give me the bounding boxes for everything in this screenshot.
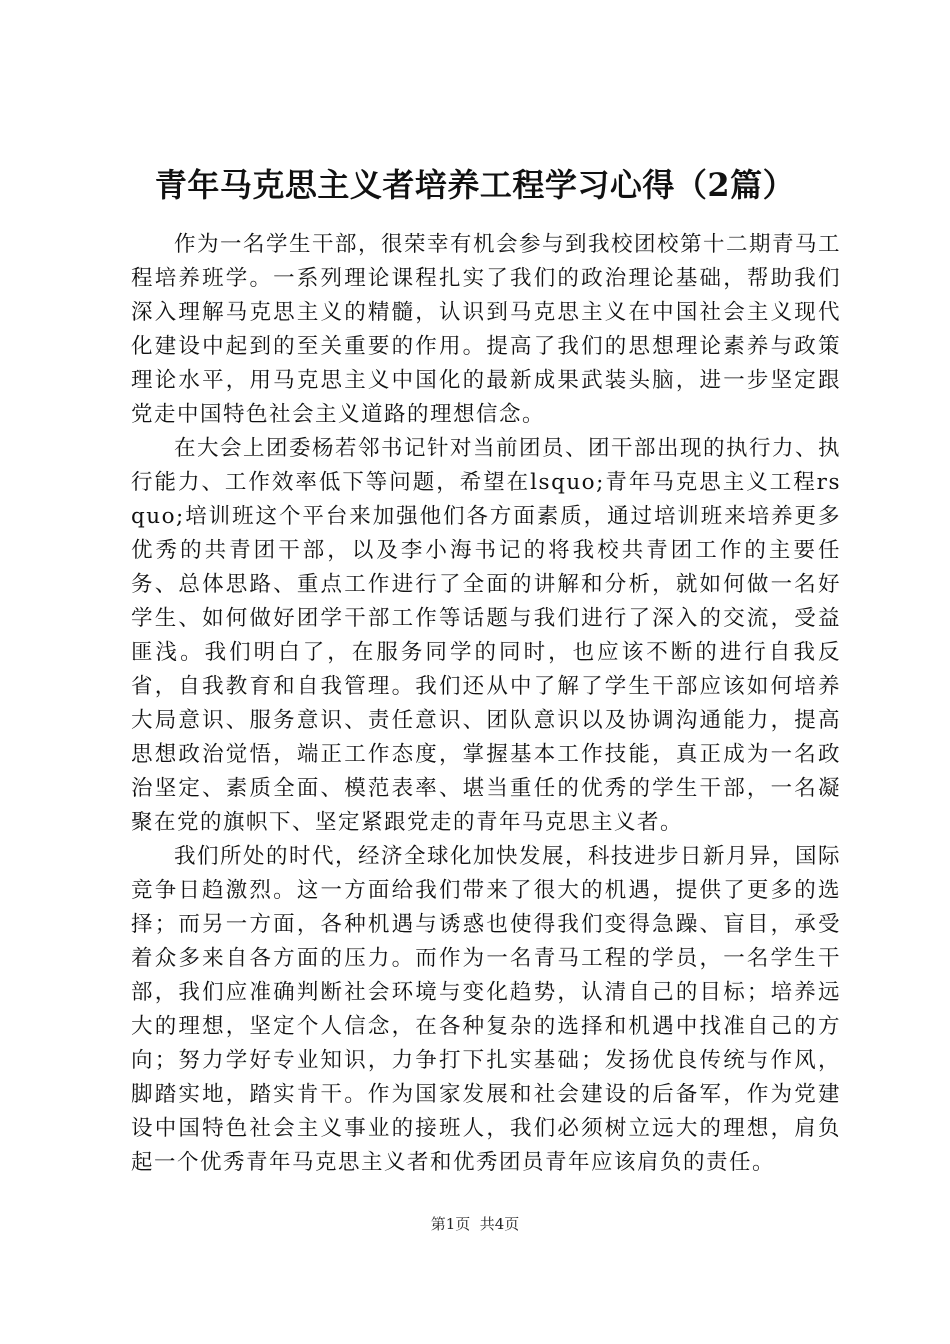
paragraph-1: 作为一名学生干部，很荣幸有机会参与到我校团校第十二期青马工程培养班学。一系列理论课程扎实了我们的政治理论基础，帮助我们深入理解马克思主义的精髓，认识到马克思主义在中国社会主义现代化建设中起到的至关重要的作用。提高了我们的思想理论素养与政策理论水平，用马克思主义中国化的最新成果武装头脑，进一步坚定跟党走中国特色社会主义道路的理想信念。 (131, 232, 842, 427)
page-number: 第1页 共4页 (430, 1215, 520, 1233)
paragraph-2: 在大会上团委杨若邻书记针对当前团员、团干部出现的执行力、执行能力、工作效率低下等问题，希望在lsquo;青年马克思主义工程rsquo;培训班这个平台来加强他们各方面素质，通过培训班来培养更多优秀的共青团干部，以及李小海书记的将我校共青团工作的主要任务、总体思路、重点工作进行了全面的讲解和分析，就如何做一名好学生、如何做好团学干部工作等话题与我们进行了深入的交流，受益匪浅。我们明白了，在服务同学的同时，也应该不断的进行自我反省，自我教育和自我管理。我们还从中了解了学生干部应该如何培养大局意识、服务意识、责任意识、团队意识以及协调沟通能力，提高思想政治觉悟，端正工作态度，掌握基本工作技能，真正成为一名政治坚定、素质全面、模范表率、堪当重任的优秀的学生干部，一名凝聚在党的旗帜下、坚定紧跟党走的青年马克思主义者。 (131, 436, 842, 835)
document-title: 青年马克思主义者培养工程学习心得（2篇） (154, 166, 796, 204)
paragraph-3: 我们所处的时代，经济全球化加快发展，科技进步日新月异，国际竞争日趋激烈。这一方面给我们带来了很大的机遇，提供了更多的选择；而另一方面，各种机遇与诱惑也使得我们变得急躁、盲目，承受着众多来自各方面的压力。而作为一名青马工程的学员，一名学生干部，我们应准确判断社会环境与变化趋势，认清自己的目标；培养远大的理想，坚定个人信念，在各种复杂的选择和机遇中找准自己的方向；努力学好专业知识，力争打下扎实基础；发扬优良传统与作风，脚踏实地，踏实肯干。作为国家发展和社会建设的后备军，作为党建设中国特色社会主义事业的接班人，我们必须树立远大的理想，肩负起一个优秀青年马克思主义者和优秀团员青年应该肩负的责任。 (131, 844, 842, 1175)
page-footer (0, 1214, 950, 1234)
document-body (131, 228, 841, 1180)
